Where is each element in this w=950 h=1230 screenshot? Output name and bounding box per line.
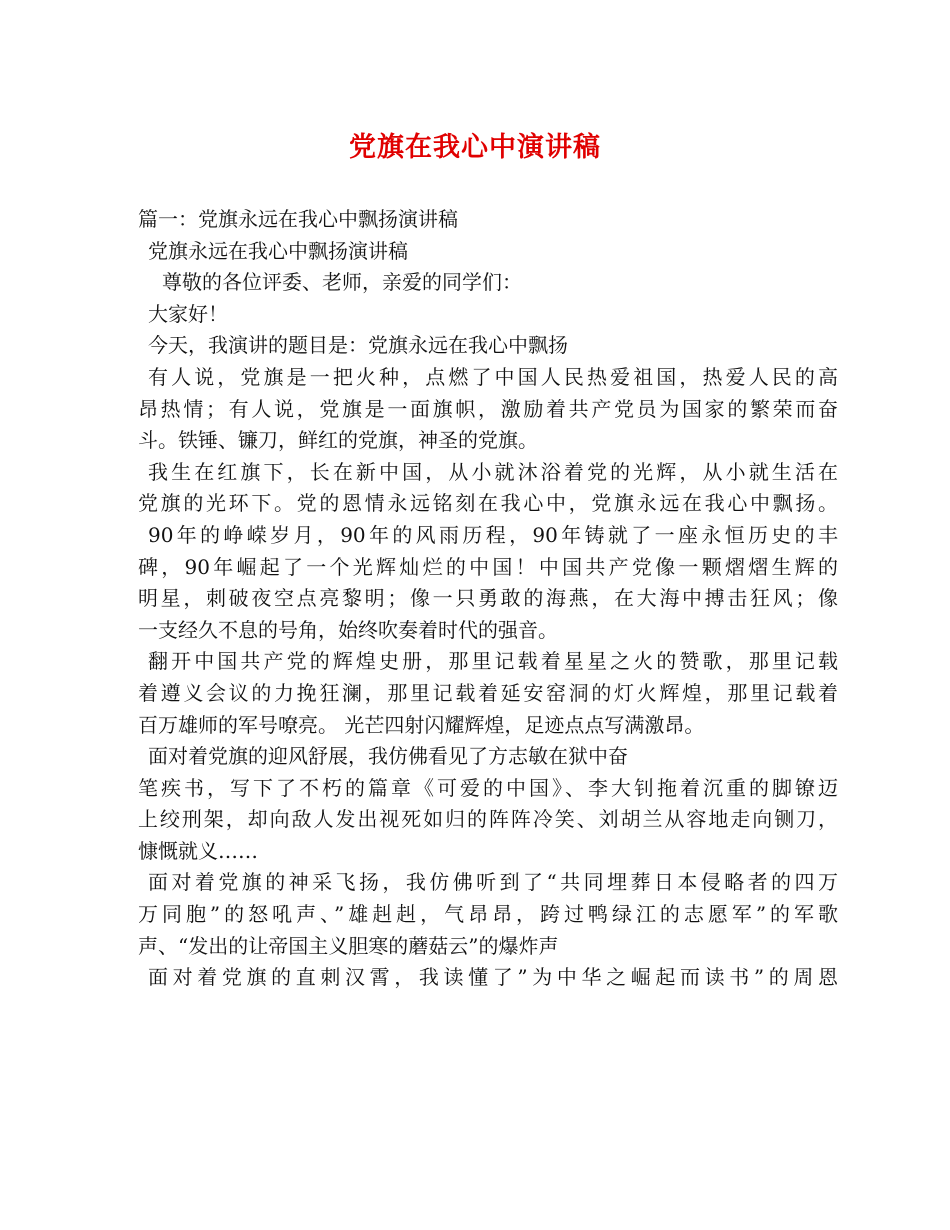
text-line: 声、“发出的让帝国主义胆寒的蘑菇云”的爆炸声: [138, 933, 559, 958]
text-line: 一支经久不息的号角，始终吹奏着时代的强音。: [138, 617, 558, 642]
text-line: 昂热情；有人说，党旗是一面旗帜，激励着共产党员为国家的繁荣而奋: [138, 396, 838, 421]
text-line: 90年的峥嵘岁月，90年的风雨历程，90年铸就了一座永恒历史的丰: [148, 522, 838, 547]
text-line: 笔疾书，写下了不朽的篇章《可爱的中国》、李大钊拖着沉重的脚镣迈: [138, 775, 838, 800]
text-line: 大家好！: [148, 301, 228, 326]
text-line: 斗。铁锤、镰刀，鲜红的党旗，神圣的党旗。: [138, 428, 538, 453]
text-line: 慷慨就义……: [138, 838, 258, 863]
text-line: 我生在红旗下，长在新中国，从小就沐浴着党的光辉，从小就生活在: [148, 459, 838, 484]
text-line: 万同胞”的怒吼声、”雄赳赳，气昂昂，跨过鸭绿江的志愿军”的军歌: [138, 902, 838, 927]
text-line: 篇一：党旗永远在我心中飘扬演讲稿: [138, 207, 458, 231]
text-line: 有人说，党旗是一把火种，点燃了中国人民热爱祖国，热爱人民的高: [148, 364, 838, 389]
text-line: 面对着党旗的直刺汉霄，我读懂了”为中华之崛起而读书”的周恩: [148, 965, 838, 990]
text-line: 党旗永远在我心中飘扬演讲稿: [148, 238, 408, 263]
text-line: 面对着党旗的迎风舒展，我仿佛看见了方志敏在狱中奋: [148, 744, 628, 769]
text-line: 尊敬的各位评委、老师，亲爱的同学们：: [162, 270, 522, 295]
text-line: 今天，我演讲的题目是：党旗永远在我心中飘扬: [148, 333, 568, 358]
text-line: 着遵义会议的力挽狂澜，那里记载着延安窑洞的灯火辉煌，那里记载着: [138, 680, 838, 705]
document-title: 党旗在我心中演讲稿: [349, 132, 601, 163]
text-line: 党旗的光环下。党的恩情永远铭刻在我心中，党旗永远在我心中飘扬。: [138, 491, 838, 516]
text-line: 明星，刺破夜空点亮黎明；像一只勇敢的海燕，在大海中搏击狂风；像: [138, 586, 838, 611]
text-line: 百万雄师的军号嘹亮。 光芒四射闪耀辉煌，足迹点点写满激昂。: [138, 712, 705, 737]
text-line: 碑，90年崛起了一个光辉灿烂的中国！中国共产党像一颗熠熠生辉的: [138, 554, 838, 579]
text-line: 面对着党旗的神采飞扬，我仿佛听到了“共同埋葬日本侵略者的四万: [148, 870, 838, 895]
document-body: [138, 204, 838, 994]
text-line: 翻开中国共产党的辉煌史册，那里记载着星星之火的赞歌，那里记载: [148, 649, 838, 674]
text-line: 上绞刑架，却向敌人发出视死如归的阵阵冷笑、刘胡兰从容地走向铡刀，: [138, 807, 838, 832]
